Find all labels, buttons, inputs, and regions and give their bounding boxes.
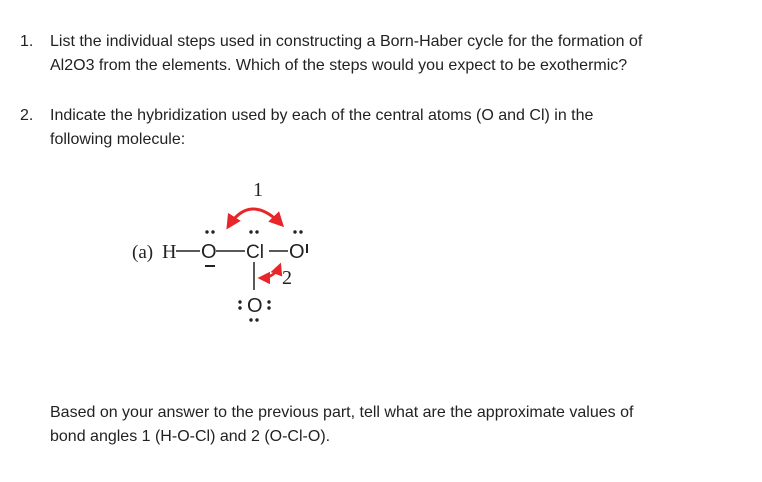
question-1: [20, 30, 750, 78]
part-label: (a): [132, 242, 154, 263]
angle-2-label: 2: [282, 267, 292, 289]
question-number: 2.: [20, 107, 34, 124]
question-text: [50, 30, 750, 78]
question-line: List the individual steps used in constructing a Born-Haber cycle for the formation of: [50, 33, 643, 50]
angle-1-arrow: [228, 209, 282, 227]
followup-line: bond angles 1 (H-O-Cl) and 2 (O-Cl-O).: [50, 428, 331, 445]
atom-cl: Cl: [246, 242, 264, 263]
question-number: 1.: [20, 33, 34, 50]
question-text: [50, 104, 750, 152]
atom-h: H: [162, 241, 177, 263]
followup-line: Based on your answer to the previous part, tell what are the approximate values of: [50, 404, 634, 421]
atom-o1: O: [201, 241, 217, 263]
question-line: following molecule:: [50, 131, 186, 148]
question-line: Al2O3 from the elements. Which of the steps would you expect to be exothermic?: [50, 57, 628, 74]
cl-lone-pair: [249, 230, 258, 233]
molecule-diagram: [110, 170, 430, 340]
question-line: Indicate the hybridization used by each of the central atoms (O and Cl) in the: [50, 107, 594, 124]
question-2: [20, 104, 750, 152]
atom-o2: O: [289, 241, 305, 263]
atom-o3: O: [247, 295, 263, 317]
angle-1-label: 1: [253, 179, 263, 201]
followup-question: [50, 401, 750, 449]
angle-2-arrow: [260, 265, 280, 278]
